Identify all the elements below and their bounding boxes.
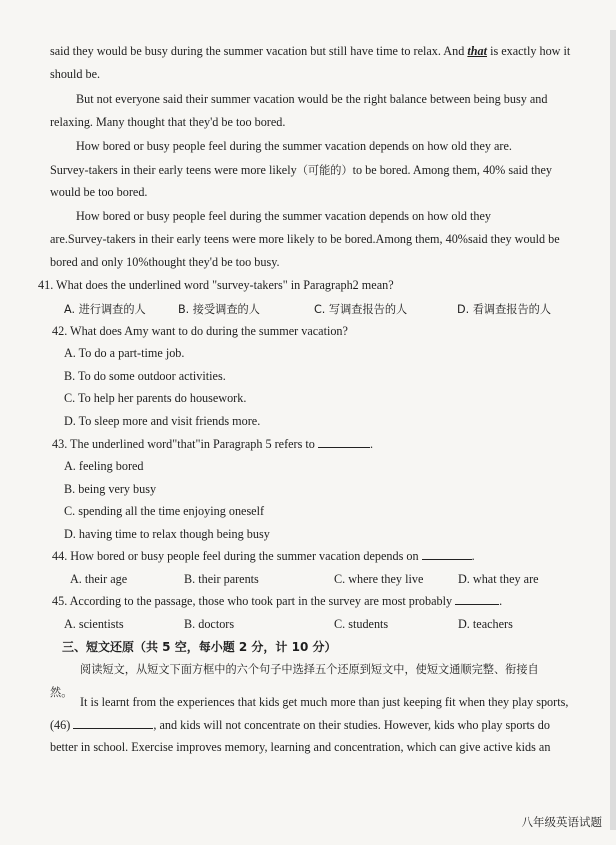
passage-line: should be. [50, 67, 101, 81]
q43-option-b[interactable]: B. being very busy [64, 482, 157, 496]
q44-option-b[interactable]: B. their parents [184, 572, 259, 586]
q44-option-c[interactable]: C. where they live [334, 572, 424, 586]
q44-option-d[interactable]: D. what they are [458, 572, 539, 586]
passage-line [50, 162, 600, 178]
q45-option-a[interactable]: A. scientists [64, 617, 124, 631]
passage-line: How bored or busy people feel during the summer vacation depends on how old they [76, 209, 491, 223]
answer-blank[interactable] [422, 549, 472, 560]
section-instruction: 阅读短文，从短文下面方框中的六个句子中选择五个还原到短文中，使短文通顺完整、衔接自 [80, 663, 539, 676]
q41-option-d[interactable]: D. 看调查报告的人 [457, 303, 552, 316]
text: 45. According to the passage, those who took part in the survey are most probably [52, 594, 453, 608]
q45-option-d[interactable]: D. teachers [458, 617, 513, 631]
q42-option-a[interactable]: A. To do a part-time job. [64, 346, 185, 360]
q42-option-b[interactable]: B. To do some outdoor activities. [64, 369, 226, 383]
q41-option-a[interactable]: A. 进行调查的人 [64, 303, 146, 316]
q43-option-c[interactable]: C. spending all the time enjoying oneself [64, 504, 265, 518]
answer-blank[interactable] [455, 594, 499, 605]
passage-line: bored and only 10%thought they'd be too busy. [50, 255, 280, 269]
passage-line [50, 718, 600, 733]
scan-edge [610, 30, 616, 830]
q41-option-c[interactable]: C. 写调查报告的人 [314, 303, 408, 316]
passage-line [50, 44, 600, 59]
text: to be bored. Among them, 40% said they [352, 163, 553, 177]
passage-line: How bored or busy people feel during the summer vacation depends on how old they are. [76, 139, 512, 153]
q45-option-b[interactable]: B. doctors [184, 617, 235, 631]
q41-option-b[interactable]: B. 接受调查的人 [178, 303, 260, 316]
q43-option-d[interactable]: D. having time to relax though being busy [64, 527, 270, 541]
passage-line: It is learnt from the experiences that kids get much more than just keeping fit when they play sports, [80, 695, 569, 709]
passage-line: relaxing. Many thought that they'd be too bored. [50, 115, 286, 129]
text: said they would be busy during the summer vacation but still have time to relax. And [50, 44, 468, 58]
question-42-stem: 42. What does Amy want to do during the summer vacation? [52, 324, 348, 338]
passage-line: are.Survey-takers in their early teens were more likely to be bored.Among them, 40%said they would be [50, 232, 560, 246]
text: Survey-takers in their early teens were more likely [50, 163, 297, 177]
answer-blank[interactable] [318, 437, 370, 448]
section-heading: 三、短文还原（共 5 空，每小题 2 分，计 10 分） [62, 640, 337, 654]
text: , and kids will not concentrate on their studies. However, kids who play sports do [153, 718, 550, 732]
text: is exactly how it [487, 44, 571, 58]
text: 43. The underlined word"that"in Paragraph 5 refers to [52, 437, 315, 451]
passage-line: would be too bored. [50, 185, 148, 199]
q42-option-c[interactable]: C. To help her parents do housework. [64, 391, 247, 405]
blank-number-46: (46) [50, 718, 71, 732]
page-footer: 八年级英语试题 [521, 815, 602, 829]
question-44-stem: 44. How bored or busy people feel during the summer vacation depends on . [52, 549, 475, 563]
chinese-gloss: （可能的） [296, 164, 353, 177]
text: 44. How bored or busy people feel during the summer vacation depends on [52, 549, 419, 563]
passage-line: better in school. Exercise improves memory, learning and concentration, which can give active kids an [50, 740, 551, 754]
q42-option-d[interactable]: D. To sleep more and visit friends more. [64, 414, 261, 428]
question-43-stem: 43. The underlined word"that"in Paragraph 5 refers to . [52, 437, 373, 451]
underlined-word-that: that [467, 44, 488, 58]
question-41-stem: 41. What does the underlined word "survey-takers" in Paragraph2 mean? [38, 278, 394, 292]
section-instruction: 然。 [50, 686, 73, 699]
q45-option-c[interactable]: C. students [334, 617, 389, 631]
passage-line: But not everyone said their summer vacation would be the right balance between being busy and [76, 92, 548, 106]
q43-option-a[interactable]: A. feeling bored [64, 459, 144, 473]
question-45-stem: 45. According to the passage, those who took part in the survey are most probably . [52, 594, 503, 608]
answer-blank-46[interactable] [73, 718, 153, 729]
q44-option-a[interactable]: A. their age [70, 572, 128, 586]
